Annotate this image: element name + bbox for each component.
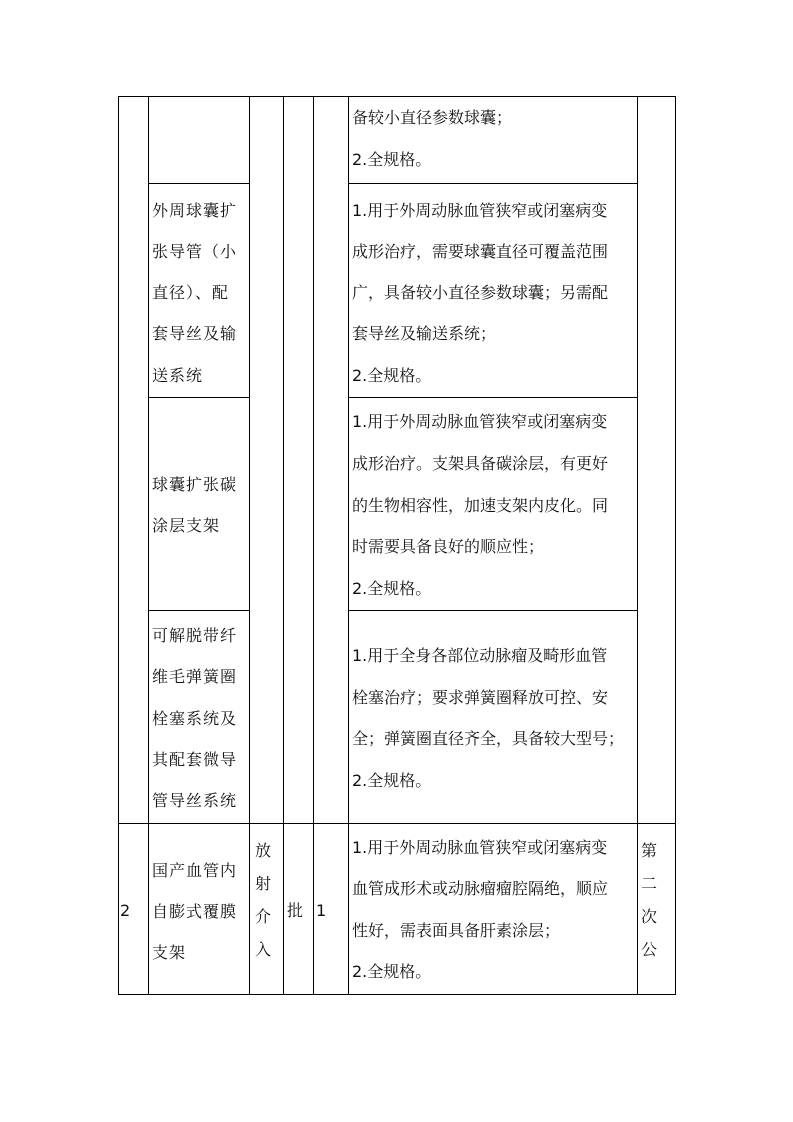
item-name-line: 送系统: [152, 366, 204, 385]
table-border: [675, 96, 676, 995]
item-name-line: 外周球囊扩: [152, 201, 238, 220]
table-border: [118, 96, 676, 97]
item-name-line: 栓塞系统及: [152, 709, 238, 728]
batch-cell: 批: [287, 901, 304, 920]
table-border: [118, 96, 119, 995]
requirement-line: 1.用于全身各部位动脉瘤及畸形血管: [352, 646, 608, 665]
item-name-line: 可解脱带纤: [152, 626, 238, 645]
requirement-line: 广，具备较小直径参数球囊；另需配: [352, 283, 609, 302]
requirement-line: 血管成形术或动脉瘤瘤腔隔绝，顺应: [352, 879, 609, 898]
table-border: [148, 96, 149, 995]
item-name-line: 套导丝及输: [152, 324, 238, 343]
table-border: [148, 183, 249, 184]
item-name-line: 涂层支架: [152, 516, 221, 535]
requirement-line: 的生物相容性，加速支架内皮化。同: [352, 496, 609, 515]
requirement-line: 2.全规格。: [352, 366, 432, 385]
item-name-line: 张导管（小: [152, 242, 238, 261]
requirement-line: 套导丝及输送系统；: [352, 324, 497, 343]
note-char: 次: [640, 907, 657, 926]
item-name-line: 国产血管内: [152, 861, 238, 880]
department-char: 入: [254, 940, 271, 959]
department-char: 介: [254, 907, 271, 926]
requirement-line: 时需要具备良好的顺应性；: [352, 537, 545, 556]
requirement-line: 栓塞治疗；要求弹簧圈释放可控、安: [352, 688, 609, 707]
requirement-line: 性好，需表面具备肝素涂层；: [352, 921, 561, 940]
note-char: 第: [640, 841, 657, 860]
table-border: [348, 183, 638, 184]
item-name-line: 其配套微导: [152, 750, 238, 769]
requirement-line: 2.全规格。: [352, 771, 432, 790]
requirement-line: 2.全规格。: [352, 579, 432, 598]
table-border: [118, 994, 676, 995]
requirement-line: 1.用于外周动脉血管狭窄或闭塞病变: [352, 412, 608, 431]
item-name-line: 直径）、配: [152, 283, 230, 302]
requirement-line: 备较小直径参数球囊；: [352, 108, 513, 127]
note-char: 二: [640, 874, 657, 893]
requirement-line: 全；弹簧圈直径齐全，具备较大型号；: [352, 729, 625, 748]
table-border: [249, 96, 250, 995]
table-border: [148, 397, 249, 398]
item-name-line: 支架: [152, 943, 187, 962]
department-char: 射: [254, 874, 271, 893]
row-number: 2: [120, 901, 131, 920]
note-cell: [639, 834, 659, 966]
department-char: 放: [254, 841, 271, 860]
requirement-line: 成形治疗。支架具备碳涂层，有更好: [352, 454, 609, 473]
table-border: [348, 397, 638, 398]
item-name-line: 球囊扩张碳: [152, 475, 238, 494]
table-border: [313, 96, 314, 995]
requirement-line: 1.用于外周动脉血管狭窄或闭塞病变: [352, 201, 608, 220]
department-cell: [253, 834, 273, 966]
item-name-line: 自膨式覆膜: [152, 902, 238, 921]
requirement-line: 2.全规格。: [352, 962, 432, 981]
table-border: [637, 96, 638, 995]
requirement-line: 成形治疗，需要球囊直径可覆盖范围: [352, 242, 609, 261]
note-char: 公: [640, 940, 657, 959]
requirement-line: 1.用于外周动脉血管狭窄或闭塞病变: [352, 838, 608, 857]
item-name-line: 管导丝系统: [152, 791, 238, 810]
table-border: [283, 96, 284, 995]
table-border: [148, 610, 249, 611]
table-border: [348, 96, 349, 995]
table-border: [348, 610, 638, 611]
item-name-line: 维毛弹簧圈: [152, 667, 238, 686]
table-border: [118, 823, 676, 824]
quantity-cell: 1: [316, 901, 327, 920]
requirement-line: 2.全规格。: [352, 150, 432, 169]
